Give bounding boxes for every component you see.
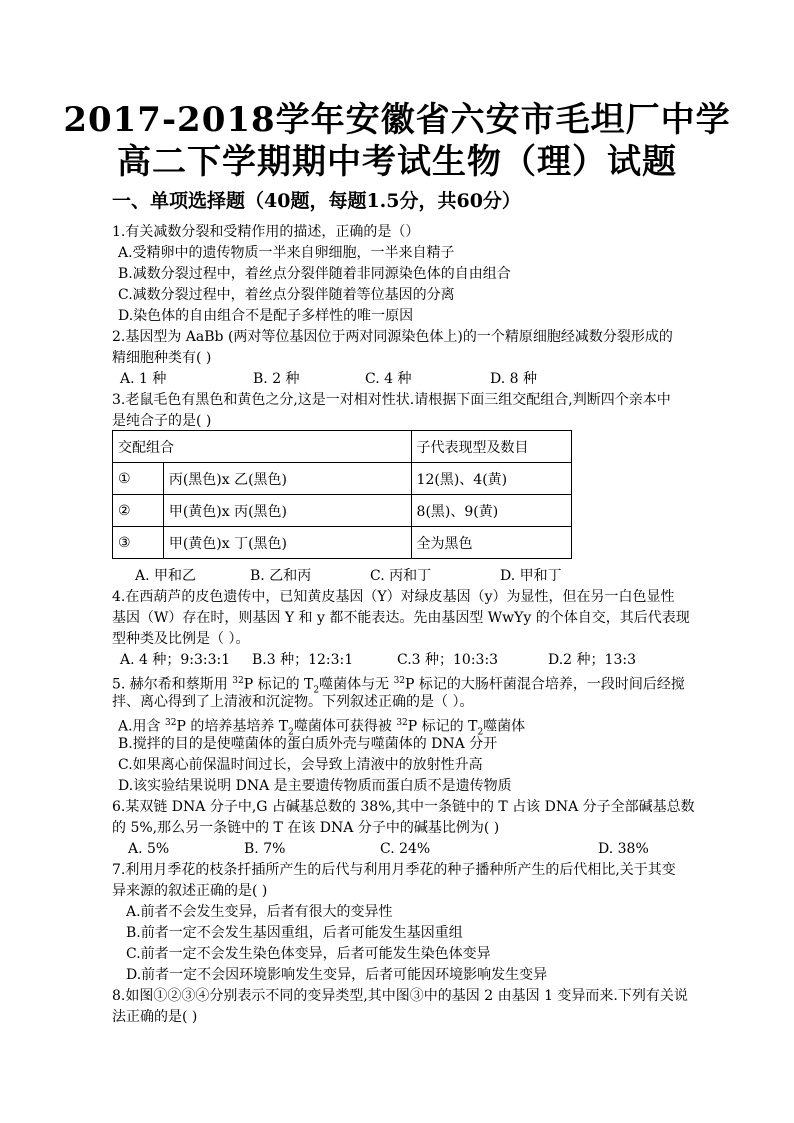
question-1-option-d: D.染色体的自由组合不是配子多样性的唯一原因 xyxy=(118,308,414,324)
table-cell-offspring: 全为黑色 xyxy=(411,527,571,559)
question-3-option-b: B. 乙和丙 xyxy=(250,568,312,584)
superscript: 32 xyxy=(396,718,408,728)
question-4-stem-line1: 4.在西葫芦的皮色遗传中，已知黄皮基因（Y）对绿皮基因（y）为显性，但在另一白色显性 xyxy=(112,589,675,605)
text-fragment: P 的培养基培养 T xyxy=(176,718,289,735)
question-6-option-c: C. 24% xyxy=(380,841,431,857)
text-fragment: P 标记的 T xyxy=(407,718,478,735)
question-4-option-d: D.2 种；13:3 xyxy=(548,652,636,668)
question-7-option-d: D.前者一定不会因环境影响发生变异，后者可能因环境影响发生变异 xyxy=(126,967,548,983)
question-5-option-b: B.搅拌的目的是使噬菌体的蛋白质外壳与噬菌体的 DNA 分开 xyxy=(118,736,498,752)
question-2-stem-line2: 精细胞种类有( ) xyxy=(112,350,212,366)
superscript: 32 xyxy=(393,676,406,686)
exam-title-line1: 2017-2018学年安徽省六安市毛坦厂中学 xyxy=(63,100,731,140)
question-2-option-c: C. 4 种 xyxy=(365,371,412,387)
table-header-cross: 交配组合 xyxy=(113,431,412,463)
question-3-option-a: A. 甲和乙 xyxy=(135,568,197,584)
question-2-option-b: B. 2 种 xyxy=(253,371,300,387)
question-7-stem-line1: 7.利用月季花的枝条扦插所产生的后代与利用月季花的种子播种所产生的后代相比,关于其变 xyxy=(112,862,676,878)
question-4-option-c: C.3 种；10:3:3 xyxy=(397,652,499,668)
table-row xyxy=(113,463,572,495)
section-heading: 一、单项选择题（40题，每题1.5分，共60分） xyxy=(112,190,521,212)
text-fragment: P 标记的大肠杆菌混合培养，一段时间后经搅 xyxy=(405,676,685,693)
question-1-option-c: C.减数分裂过程中，着丝点分裂伴随着等位基因的分离 xyxy=(118,287,455,303)
question-6-stem-line2: 的 5%,那么另一条链中的 T 在该 DNA 分子中的碱基比例为( ) xyxy=(112,820,500,836)
table-cell-cross: 甲(黄色)x 丁(黑色) xyxy=(163,527,411,559)
cross-results-table xyxy=(112,430,572,559)
text-fragment: 噬菌体 xyxy=(483,718,526,735)
question-6-option-a: A. 5% xyxy=(128,841,170,857)
table-header-offspring: 子代表现型及数目 xyxy=(411,431,571,463)
table-cell-no: ① xyxy=(113,463,164,495)
subscript: 2 xyxy=(477,727,484,738)
table-header-row xyxy=(113,431,572,463)
question-5-option-c: C.如果离心前保温时间过长，会导致上清液中的放射性升高 xyxy=(118,757,483,773)
question-4-stem-line2: 基因（W）存在时，则基因 Y 和 y 都不能表达。先由基因型 WwYy 的个体自交，其后代表现 xyxy=(112,610,690,626)
question-7-option-b: B.前者一定不会发生基因重组，后者可能发生基因重组 xyxy=(126,925,463,941)
question-4-option-b: B.3 种；12:3:1 xyxy=(252,652,354,668)
exam-title-line2: 高二下学期期中考试生物（理）试题 xyxy=(117,142,677,182)
question-3-option-d: D. 甲和丁 xyxy=(500,568,562,584)
table-cell-no: ② xyxy=(113,495,164,527)
text-fragment: 5. 赫尔希和蔡斯用 xyxy=(112,676,233,693)
text-fragment: 噬菌体可获得被 xyxy=(293,718,397,735)
question-8-stem-line1: 8.如图①②③④分别表示不同的变异类型,其中图③中的基因 2 由基因 1 变异而来.下列有关说 xyxy=(112,988,688,1004)
table-cell-cross: 甲(黄色)x 丙(黑色) xyxy=(163,495,411,527)
question-3-stem-line2: 是纯合子的是( ) xyxy=(112,413,212,429)
table-cell-no: ③ xyxy=(113,527,164,559)
question-6-stem-line1: 6.某双链 DNA 分子中,G 占碱基总数的 38%,其中一条链中的 T 占该 DNA 分子全部碱基总数 xyxy=(112,799,695,815)
subscript: 2 xyxy=(288,727,294,738)
superscript: 32 xyxy=(165,718,177,728)
superscript: 32 xyxy=(232,676,244,686)
question-2-stem-line1: 2.基因型为 AaBb (两对等位基因位于两对同源染色体上)的一个精原细胞经减数分裂形成的 xyxy=(112,329,673,345)
question-6-option-b: B. 7% xyxy=(244,841,286,857)
table-row xyxy=(113,527,572,559)
question-1-stem: 1.有关减数分裂和受精作用的描述，正确的是（） xyxy=(112,224,420,240)
question-2-option-d: D. 8 种 xyxy=(490,371,537,387)
table-row xyxy=(113,495,572,527)
table-cell-cross: 丙(黑色)x 乙(黑色) xyxy=(163,463,411,495)
question-2-option-a: A. 1 种 xyxy=(120,371,167,387)
question-5-stem-line2: 拌、离心得到了上清液和沉淀物。下列叙述正确的是（ ）。 xyxy=(112,694,474,710)
question-1-option-a: A.受精卵中的遗传物质一半来自卵细胞，一半来自精子 xyxy=(118,245,455,261)
question-7-option-a: A.前者不会发生变异，后者有很大的变异性 xyxy=(126,904,393,920)
question-6-option-d: D. 38% xyxy=(598,841,649,857)
question-5-option-d: D.该实验结果说明 DNA 是主要遗传物质而蛋白质不是遗传物质 xyxy=(118,778,512,794)
question-1-option-b: B.减数分裂过程中，着丝点分裂伴随着非同源染色体的自由组合 xyxy=(118,266,511,282)
question-4-option-a: A. 4 种；9:3:3:1 xyxy=(120,652,231,668)
question-3-stem-line1: 3.老鼠毛色有黑色和黄色之分,这是一对相对性状.请根据下面三组交配组合,判断四个亲本中 xyxy=(112,392,671,408)
table-cell-offspring: 12(黑)、4(黄) xyxy=(411,463,571,495)
question-7-option-c: C.前者一定不会发生染色体变异，后者可能发生染色体变异 xyxy=(126,946,491,962)
table-cell-offspring: 8(黑)、9(黄) xyxy=(411,495,571,527)
text-fragment: P 标记的 T xyxy=(243,676,314,693)
text-fragment: 噬菌体与无 xyxy=(319,676,394,693)
question-7-stem-line2: 异来源的叙述正确的是( ) xyxy=(112,883,268,899)
question-3-option-c: C. 丙和丁 xyxy=(370,568,432,584)
question-4-stem-line3: 型种类及比例是（ ）。 xyxy=(112,631,250,647)
text-fragment: A.用含 xyxy=(118,718,166,735)
question-8-stem-line2: 法正确的是( ) xyxy=(112,1009,198,1025)
subscript: 2 xyxy=(313,685,320,696)
